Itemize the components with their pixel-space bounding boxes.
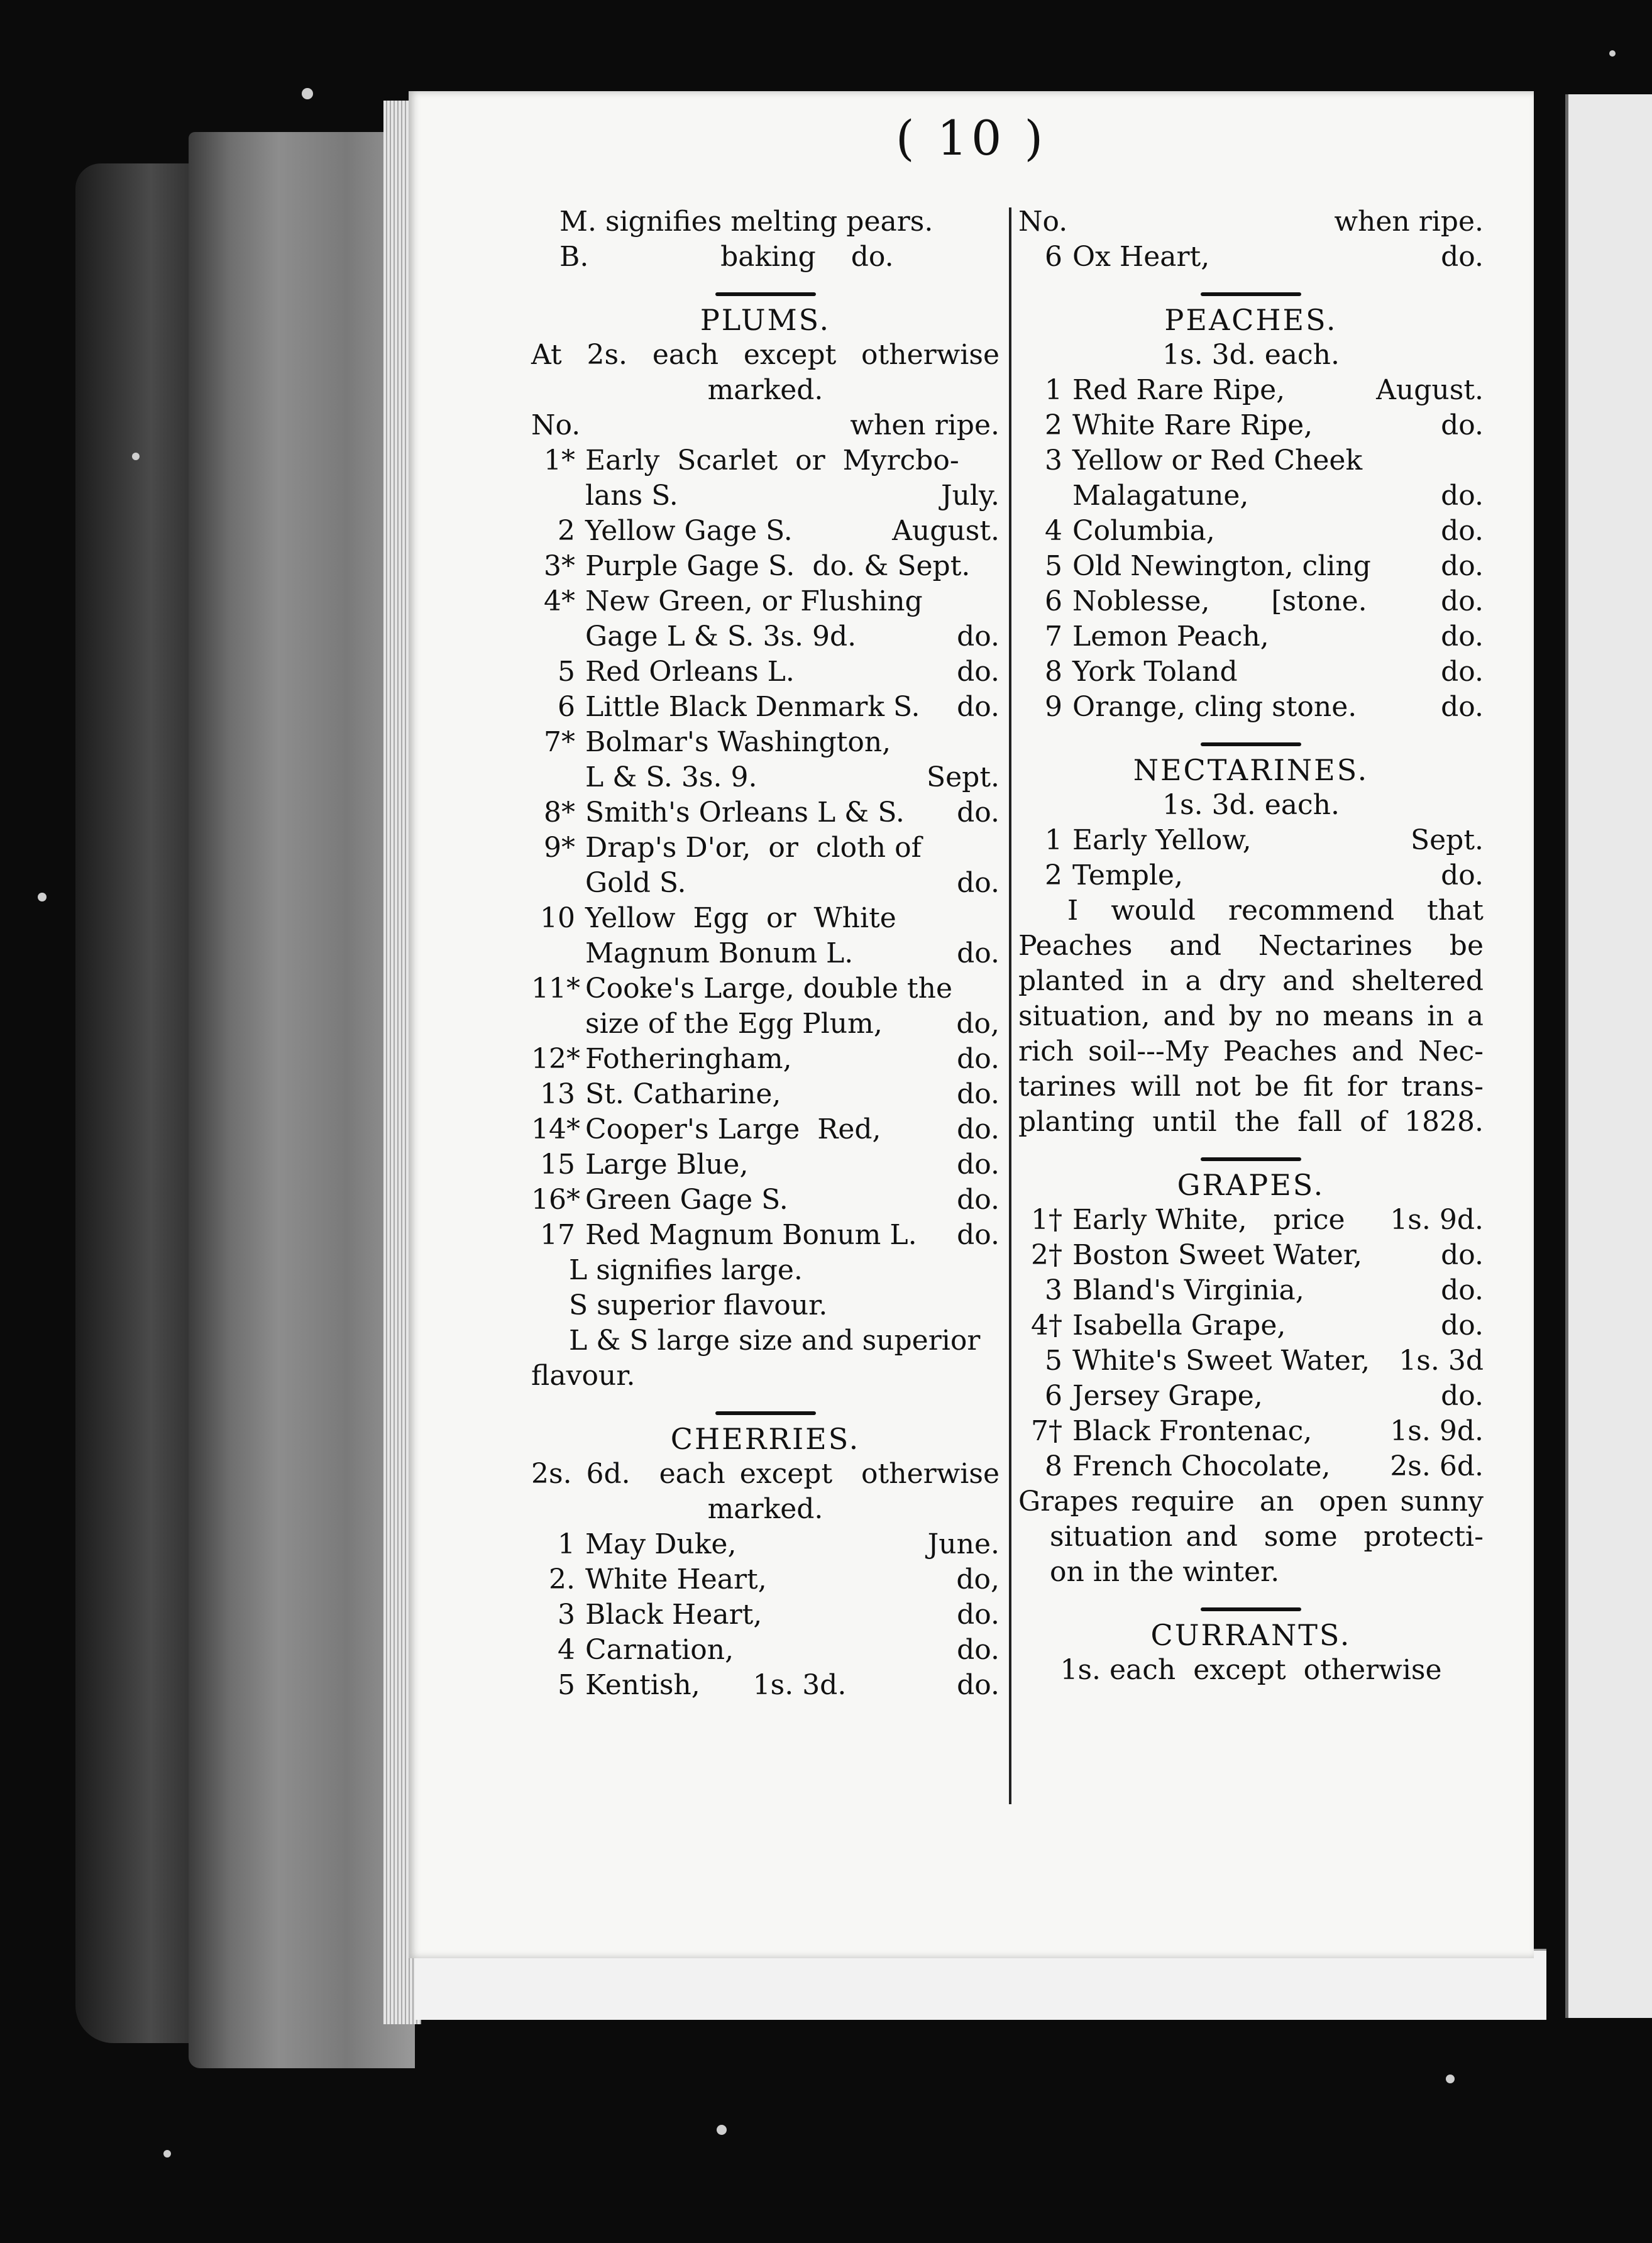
item-ripe-time: do. — [1441, 691, 1484, 723]
item-ripe-time: Sept. — [926, 761, 999, 793]
item-number: 4 — [1045, 515, 1062, 547]
intro-line: B. baking do. — [559, 241, 894, 273]
item-name: Large Blue, — [585, 1149, 749, 1181]
list-item — [531, 514, 999, 549]
item-name: Yellow or Red Cheek — [1072, 444, 1363, 477]
item-ripe-time: do. — [957, 937, 999, 969]
list-item — [1018, 823, 1484, 858]
item-ripe-time: do. — [1441, 1380, 1484, 1412]
list-item — [1018, 443, 1484, 478]
list-item — [1018, 408, 1484, 443]
plums-key-line: S superior flavour. — [569, 1289, 828, 1321]
item-name: Red Magnum Bonum L. — [585, 1219, 917, 1251]
item-number: 7 — [1045, 620, 1062, 653]
list-item — [531, 1147, 999, 1182]
item-name: French Chocolate, — [1072, 1450, 1331, 1482]
item-number — [1018, 478, 1072, 514]
item-number: 6 — [1045, 241, 1062, 273]
nectarines-advice-line: rich soil---My Peaches and Nec- — [1018, 1035, 1484, 1067]
nectarines-list — [1018, 823, 1484, 893]
item-ripe-time: do. — [957, 1149, 999, 1181]
item-name: Carnation, — [585, 1634, 734, 1666]
item-ripe-time: do. — [1441, 1274, 1484, 1306]
item-number: 5 — [558, 656, 575, 688]
page-number: ( 10 ) — [895, 110, 1047, 166]
list-item — [531, 795, 999, 830]
nectarines-advice-line: I would recommend that — [1018, 895, 1484, 927]
item-name: Black Frontenac, — [1072, 1415, 1313, 1447]
item-number: 5 — [1045, 550, 1062, 582]
item-number: 2 — [1045, 859, 1062, 891]
item-number: 1* — [544, 444, 575, 477]
item-number — [531, 1006, 585, 1042]
right-column — [1018, 204, 1484, 1688]
list-item — [531, 1077, 999, 1112]
section-rule — [1018, 1590, 1484, 1617]
item-number — [531, 866, 585, 901]
peaches-list — [1018, 373, 1484, 725]
col-no-label: No. — [1018, 206, 1068, 238]
list-item — [1018, 1238, 1484, 1273]
intro-line: M. signifies melting pears. — [559, 206, 933, 238]
item-name: Orange, cling stone. — [1072, 691, 1357, 723]
list-item — [1018, 619, 1484, 654]
item-number: 3 — [1045, 1274, 1062, 1306]
item-ripe-time: do. — [957, 1219, 999, 1251]
item-name: Gage L & S. 3s. 9d. — [585, 620, 857, 653]
item-ripe-time: August. — [892, 515, 999, 547]
list-item — [1018, 690, 1484, 725]
cherries-price-note: marked. — [707, 1493, 823, 1525]
list-item — [531, 725, 999, 760]
next-page-edge — [1565, 94, 1652, 2018]
item-number: 7* — [544, 726, 575, 758]
item-ripe-time: do. — [1441, 585, 1484, 617]
grapes-advice-line: on in the winter. — [1050, 1556, 1280, 1588]
list-item — [1018, 240, 1484, 275]
item-name: Old Newington, cling — [1072, 550, 1371, 582]
item-number: 1 — [558, 1528, 575, 1560]
item-name: Early White, price — [1072, 1204, 1345, 1236]
item-number: 3 — [1045, 444, 1062, 477]
list-item — [531, 1112, 999, 1147]
item-number: 2† — [1031, 1239, 1062, 1271]
list-item — [531, 443, 999, 478]
col-ripe-label: when ripe. — [850, 409, 999, 441]
item-ripe-time: do. — [1441, 515, 1484, 547]
currants-heading: CURRANTS. — [1150, 1618, 1352, 1652]
item-name: Ox Heart, — [1072, 241, 1210, 273]
plums-list — [531, 443, 999, 1253]
item-number: 9 — [1045, 691, 1062, 723]
item-number: 4 — [558, 1634, 575, 1666]
nectarines-advice-line: situation, and by no means in a — [1018, 1000, 1484, 1032]
item-name: Purple Gage S. do. & Sept. — [585, 550, 971, 582]
list-item — [531, 760, 999, 795]
item-ripe-time: do, — [956, 1563, 999, 1595]
item-name: Kentish, 1s. 3d. — [585, 1669, 847, 1701]
item-number: 10 — [540, 902, 575, 934]
item-ripe-time: do. — [1441, 859, 1484, 891]
item-ripe-time: do. — [1441, 1239, 1484, 1271]
item-ripe-time: 1s. 9d. — [1390, 1204, 1484, 1236]
list-item — [531, 901, 999, 936]
item-number: 4* — [544, 585, 575, 617]
item-ripe-time: do. — [1441, 550, 1484, 582]
page-bottom-edge — [415, 1949, 1546, 2020]
item-number: 7† — [1031, 1415, 1062, 1447]
item-number: 13 — [540, 1078, 575, 1110]
item-ripe-time: do. — [957, 1113, 999, 1145]
item-name: Fotheringham, — [585, 1043, 792, 1075]
list-item — [531, 1633, 999, 1668]
item-ripe-time: July. — [940, 480, 999, 512]
list-item — [1018, 549, 1484, 584]
item-name: size of the Egg Plum, — [585, 1008, 883, 1040]
item-name: Bolmar's Washington, — [585, 726, 891, 758]
nectarines-advice-line: tarines will not be fit for trans- — [1018, 1071, 1484, 1103]
item-name: Green Gage S. — [585, 1184, 788, 1216]
book-cover-side — [189, 132, 415, 2068]
nectarines-heading: NECTARINES. — [1133, 753, 1369, 787]
list-item — [1018, 1414, 1484, 1449]
grapes-advice-line: situation and some protecti- — [1050, 1521, 1484, 1553]
item-ripe-time: do. — [1441, 656, 1484, 688]
plums-heading: PLUMS. — [700, 303, 831, 337]
item-name: May Duke, — [585, 1528, 737, 1560]
item-name: White Rare Ripe, — [1072, 409, 1313, 441]
list-item — [1018, 1343, 1484, 1379]
item-name: Smith's Orleans L & S. — [585, 796, 905, 829]
section-rule — [1018, 1140, 1484, 1167]
item-name: Early Scarlet or Myrcbo- — [585, 444, 959, 477]
item-ripe-time: do. — [957, 1669, 999, 1701]
item-ripe-time: 1s. 9d. — [1390, 1415, 1484, 1447]
item-ripe-time: 1s. 3d — [1399, 1345, 1484, 1377]
item-number: 3* — [544, 550, 575, 582]
list-item — [531, 936, 999, 971]
plums-price-note: At 2s. each except otherwise — [531, 339, 999, 371]
list-item — [531, 619, 999, 654]
item-ripe-time: do. — [957, 1184, 999, 1216]
item-ripe-time: do. — [957, 1634, 999, 1666]
item-number: 1 — [1045, 824, 1062, 856]
section-rule — [531, 1394, 999, 1421]
item-ripe-time: do. — [957, 656, 999, 688]
currants-price-note: 1s. each except otherwise — [1060, 1654, 1442, 1686]
item-name: White's Sweet Water, — [1072, 1345, 1370, 1377]
list-item — [531, 971, 999, 1006]
item-number: 14* — [531, 1113, 580, 1145]
nectarines-advice-line: Peaches and Nectarines be — [1018, 930, 1484, 962]
item-number: 6 — [558, 691, 575, 723]
item-name: Red Orleans L. — [585, 656, 795, 688]
list-item — [531, 478, 999, 514]
item-number: 2 — [558, 515, 575, 547]
dust-speck — [1446, 2075, 1455, 2083]
grapes-heading: GRAPES. — [1177, 1168, 1325, 1202]
item-number: 6 — [1045, 1380, 1062, 1412]
nectarines-advice-line: planted in a dry and sheltered — [1018, 965, 1484, 997]
plums-column-header — [531, 408, 999, 443]
item-ripe-time: do, — [956, 1008, 999, 1040]
item-name: Little Black Denmark S. — [585, 691, 920, 723]
item-number: 16* — [531, 1184, 580, 1216]
item-number: 5 — [1045, 1345, 1062, 1377]
item-name: L & S. 3s. 9. — [585, 761, 757, 793]
item-name: Boston Sweet Water, — [1072, 1239, 1362, 1271]
dust-speck — [163, 2150, 171, 2158]
cherries-cont-list — [1018, 240, 1484, 275]
list-item — [1018, 584, 1484, 619]
item-name: Jersey Grape, — [1072, 1380, 1263, 1412]
peaches-price-note: 1s. 3d. each. — [1162, 339, 1340, 371]
item-number: 2. — [549, 1563, 575, 1595]
list-item — [1018, 1308, 1484, 1343]
item-name: Red Rare Ripe, — [1072, 374, 1286, 406]
list-item — [1018, 1449, 1484, 1484]
list-item — [531, 830, 999, 866]
item-number: 4† — [1031, 1309, 1062, 1342]
cherries-cont-header — [1018, 204, 1484, 240]
plums-key-line: flavour. — [531, 1360, 636, 1392]
item-ripe-time: 2s. 6d. — [1390, 1450, 1484, 1482]
item-name: Isabella Grape, — [1072, 1309, 1286, 1342]
list-item — [531, 1527, 999, 1562]
item-number — [531, 619, 585, 654]
item-number: 15 — [540, 1149, 575, 1181]
list-item — [531, 1042, 999, 1077]
cherries-list — [531, 1527, 999, 1703]
plums-price-note: marked. — [707, 374, 823, 406]
list-item — [1018, 514, 1484, 549]
section-rule — [531, 275, 999, 302]
item-number: 9* — [544, 832, 575, 864]
grapes-advice-line: Grapes require an open sunny — [1018, 1485, 1484, 1518]
item-number: 8 — [1045, 1450, 1062, 1482]
item-ripe-time: do. — [957, 620, 999, 653]
item-ripe-time: do. — [957, 796, 999, 829]
section-rule — [1018, 725, 1484, 752]
item-number: 12* — [531, 1043, 580, 1075]
item-name: Magnum Bonum L. — [585, 937, 854, 969]
list-item — [531, 549, 999, 584]
dust-speck — [1609, 50, 1616, 57]
nectarines-advice-line: planting until the fall of 1828. — [1018, 1106, 1484, 1138]
item-name: White Heart, — [585, 1563, 767, 1595]
item-number: 11* — [531, 973, 580, 1005]
item-ripe-time: do. — [1441, 620, 1484, 653]
list-item — [1018, 478, 1484, 514]
list-item — [531, 1597, 999, 1633]
item-name: York Toland — [1072, 656, 1238, 688]
list-item — [531, 866, 999, 901]
item-number: 5 — [558, 1669, 575, 1701]
item-name: Early Yellow, — [1072, 824, 1252, 856]
list-item — [1018, 1379, 1484, 1414]
item-ripe-time: do. — [1441, 1309, 1484, 1342]
item-name: lans S. — [585, 480, 678, 512]
item-name: Temple, — [1072, 859, 1183, 891]
item-name: Black Heart, — [585, 1599, 763, 1631]
left-column — [531, 204, 999, 1703]
item-number: 8* — [544, 796, 575, 829]
item-number — [531, 478, 585, 514]
item-name: Noblesse, [stone. — [1072, 585, 1367, 617]
item-ripe-time: do. — [1441, 241, 1484, 273]
nectarines-price-note: 1s. 3d. each. — [1162, 789, 1340, 821]
list-item — [531, 654, 999, 690]
item-number: 3 — [558, 1599, 575, 1631]
list-item — [1018, 1273, 1484, 1308]
item-name: Bland's Virginia, — [1072, 1274, 1304, 1306]
list-item — [1018, 654, 1484, 690]
item-name: Gold S. — [585, 867, 686, 899]
grapes-list — [1018, 1203, 1484, 1484]
list-item — [531, 584, 999, 619]
list-item — [531, 1562, 999, 1597]
book-page — [409, 91, 1534, 1958]
section-rule — [1018, 275, 1484, 302]
dust-speck — [302, 88, 313, 99]
item-number: 17 — [540, 1219, 575, 1251]
item-ripe-time: do. — [1441, 480, 1484, 512]
list-item — [1018, 858, 1484, 893]
item-name: Cooke's Large, double the — [585, 973, 952, 1005]
list-item — [1018, 1203, 1484, 1238]
cherries-price-note: 2s. 6d. each except otherwise — [531, 1458, 999, 1490]
column-rule — [1009, 207, 1011, 1804]
item-ripe-time: do. — [1441, 409, 1484, 441]
list-item — [531, 1006, 999, 1042]
item-number: 8 — [1045, 656, 1062, 688]
dust-speck — [38, 893, 47, 901]
item-ripe-time: do. — [957, 691, 999, 723]
item-ripe-time: do. — [957, 1078, 999, 1110]
list-item — [531, 690, 999, 725]
plums-key-line: L signifies large. — [569, 1254, 803, 1286]
item-number: 1† — [1031, 1204, 1062, 1236]
item-number: 1 — [1045, 374, 1062, 406]
item-name: New Green, or Flushing — [585, 585, 923, 617]
list-item — [531, 1182, 999, 1218]
item-ripe-time: Sept. — [1410, 824, 1484, 856]
item-ripe-time: June. — [927, 1528, 999, 1560]
col-ripe-label: when ripe. — [1334, 206, 1484, 238]
item-name: Lemon Peach, — [1072, 620, 1269, 653]
list-item — [531, 1218, 999, 1253]
dust-speck — [717, 2125, 727, 2135]
item-number: 2 — [1045, 409, 1062, 441]
item-name: Malagatune, — [1072, 480, 1249, 512]
item-ripe-time: August. — [1376, 374, 1484, 406]
cherries-heading: CHERRIES. — [670, 1422, 861, 1456]
item-ripe-time: do. — [957, 1599, 999, 1631]
item-ripe-time: do. — [957, 867, 999, 899]
dust-speck — [132, 453, 140, 460]
item-name: Cooper's Large Red, — [585, 1113, 881, 1145]
item-name: Drap's D'or, or cloth of — [585, 832, 922, 864]
item-number: 6 — [1045, 585, 1062, 617]
item-name: Columbia, — [1072, 515, 1215, 547]
col-no-label: No. — [531, 409, 581, 441]
item-name: St. Catharine, — [585, 1078, 781, 1110]
item-name: Yellow Egg or White — [585, 902, 896, 934]
item-number — [531, 760, 585, 795]
item-ripe-time: do. — [957, 1043, 999, 1075]
plums-key-line: L & S large size and superior — [569, 1325, 981, 1357]
item-name: Yellow Gage S. — [585, 515, 793, 547]
list-item — [531, 1668, 999, 1703]
peaches-heading: PEACHES. — [1164, 303, 1338, 337]
list-item — [1018, 373, 1484, 408]
item-number — [531, 936, 585, 971]
